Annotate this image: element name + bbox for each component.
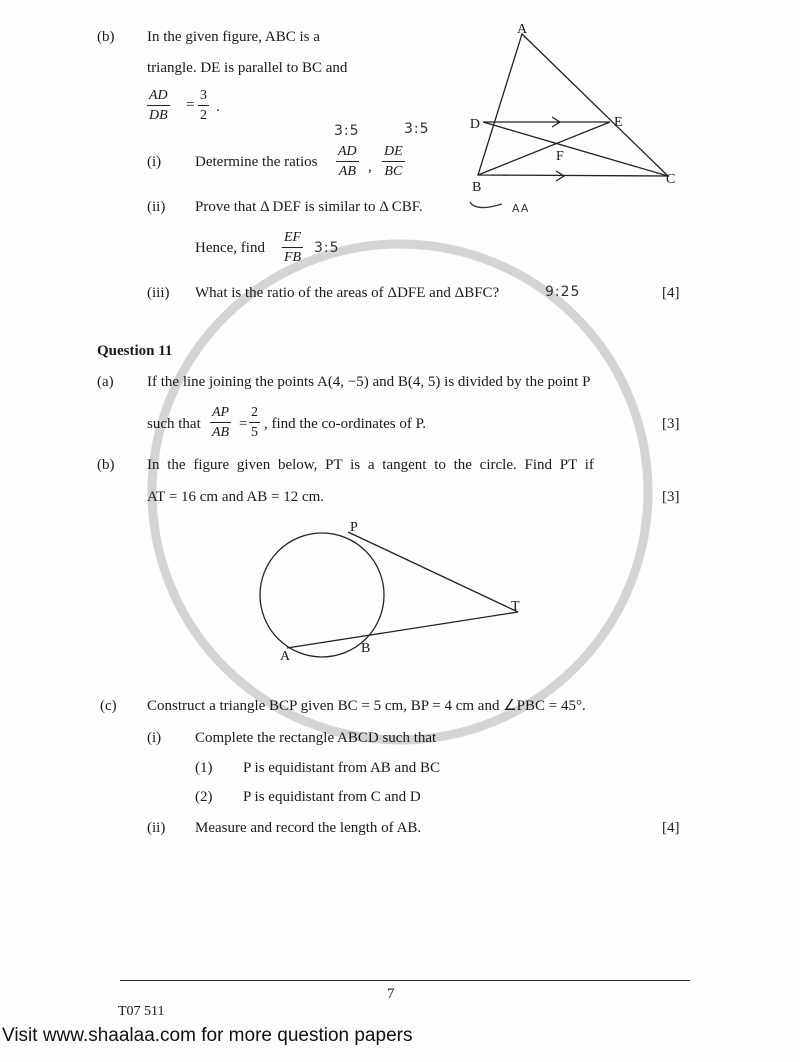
q11c-ii-text: Measure and record the length of AB.: [195, 820, 422, 836]
handwritten-answer: AA: [512, 202, 530, 215]
q10b-i-text: Determine the ratios: [195, 154, 318, 170]
footer-divider: [120, 980, 690, 981]
q10b-iii-text: What is the ratio of the areas of ΔDFE and ΔBFC?: [195, 285, 500, 301]
fraction-ef-fb: [282, 230, 303, 266]
q10b-line1: In the given figure, ABC is a: [147, 29, 320, 45]
visit-shaalaa-link[interactable]: Visit www.shaalaa.com for more question papers: [2, 1025, 413, 1046]
numerator: 3: [198, 88, 209, 106]
q11b-label: (b): [97, 457, 115, 473]
numerator: DE: [382, 144, 405, 162]
period: .: [216, 99, 220, 115]
denominator: BC: [384, 164, 403, 180]
q11a-line1: If the line joining the points A(4, −5) and B(4, 5) is divided by the point P: [147, 374, 591, 390]
handwritten-answer: 3:5: [314, 240, 340, 256]
equals: =: [239, 416, 248, 432]
q11c-i1-label: (1): [195, 760, 213, 776]
q10b-ii-text: Prove that Δ DEF is similar to Δ CBF.: [195, 199, 423, 215]
fraction-ad-ab: [336, 144, 359, 180]
point-a-label: A: [280, 649, 291, 664]
q11b-line2: AT = 16 cm and AB = 12 cm.: [147, 489, 325, 505]
equals: =: [186, 97, 195, 113]
q11a-post: , find the co-ordinates of P.: [264, 416, 427, 432]
q10b-iii-label: (iii): [147, 285, 170, 301]
q11c-i2-text: P is equidistant from C and D: [243, 789, 421, 805]
q10b-i-label: (i): [147, 154, 162, 170]
numerator: AP: [210, 405, 231, 423]
q10b-label: (b): [97, 29, 115, 45]
question-11-title: Question 11: [97, 343, 173, 359]
triangle-figure: [460, 20, 700, 200]
denominator: DB: [149, 108, 168, 124]
q11c-label: (c): [100, 698, 117, 714]
numerator: EF: [282, 230, 303, 248]
q11c-ii-label: (ii): [147, 820, 166, 836]
denominator: AB: [212, 425, 230, 441]
q11c-i1-text: P is equidistant from AB and BC: [243, 760, 440, 776]
q10b-ii-label: (ii): [147, 199, 166, 215]
q11a-pre: such that: [147, 416, 201, 432]
q10b-hence: Hence, find: [195, 240, 265, 256]
comma: ,: [368, 159, 372, 175]
fraction-de-bc: [382, 144, 405, 180]
denominator: AB: [338, 164, 356, 180]
handwritten-answer: 3:5: [334, 123, 360, 139]
q11c-text: Construct a triangle BCP given BC = 5 cm, BP = 4 cm and ∠PBC = 45°.: [147, 698, 586, 714]
numerator: AD: [336, 144, 359, 162]
circle-tangent-figure: [240, 515, 540, 665]
q11c-i-label: (i): [147, 730, 162, 746]
vertex-c-label: C: [666, 172, 676, 187]
marks: [3]: [662, 416, 680, 432]
vertex-e-label: E: [614, 115, 623, 130]
page-number: 7: [387, 986, 395, 1002]
numerator: 2: [249, 405, 260, 423]
vertex-f-label: F: [556, 149, 564, 164]
marks: [4]: [662, 820, 680, 836]
numerator: AD: [147, 88, 170, 106]
q11b-line1: In the figure given below, PT is a tangent to the circle. Find PT if: [147, 457, 594, 473]
denominator: 2: [200, 108, 207, 124]
point-b-label: B: [361, 641, 371, 656]
q11a-label: (a): [97, 374, 114, 390]
vertex-d-label: D: [469, 117, 480, 132]
fraction-ap-ab: [210, 405, 231, 441]
denominator: 5: [251, 425, 258, 441]
vertex-b-label: B: [472, 180, 482, 195]
vertex-a-label: A: [517, 22, 528, 37]
handwritten-answer: 9:25: [545, 284, 581, 300]
fraction-ad-db: [147, 88, 170, 124]
fraction-2-5: [249, 405, 260, 441]
point-p-label: P: [350, 520, 358, 535]
point-t-label: T: [511, 599, 520, 614]
handwritten-answer: 3:5: [404, 121, 430, 137]
q10b-line2: triangle. DE is parallel to BC and: [147, 60, 348, 76]
fraction-3-2: [198, 88, 209, 124]
marks: [3]: [662, 489, 680, 505]
denominator: FB: [284, 250, 302, 266]
paper-code: T07 511: [118, 1004, 165, 1019]
q11c-i-text: Complete the rectangle ABCD such that: [195, 730, 437, 746]
handwritten-tick-icon: [468, 198, 508, 214]
q11c-i2-label: (2): [195, 789, 213, 805]
marks: [4]: [662, 285, 680, 301]
